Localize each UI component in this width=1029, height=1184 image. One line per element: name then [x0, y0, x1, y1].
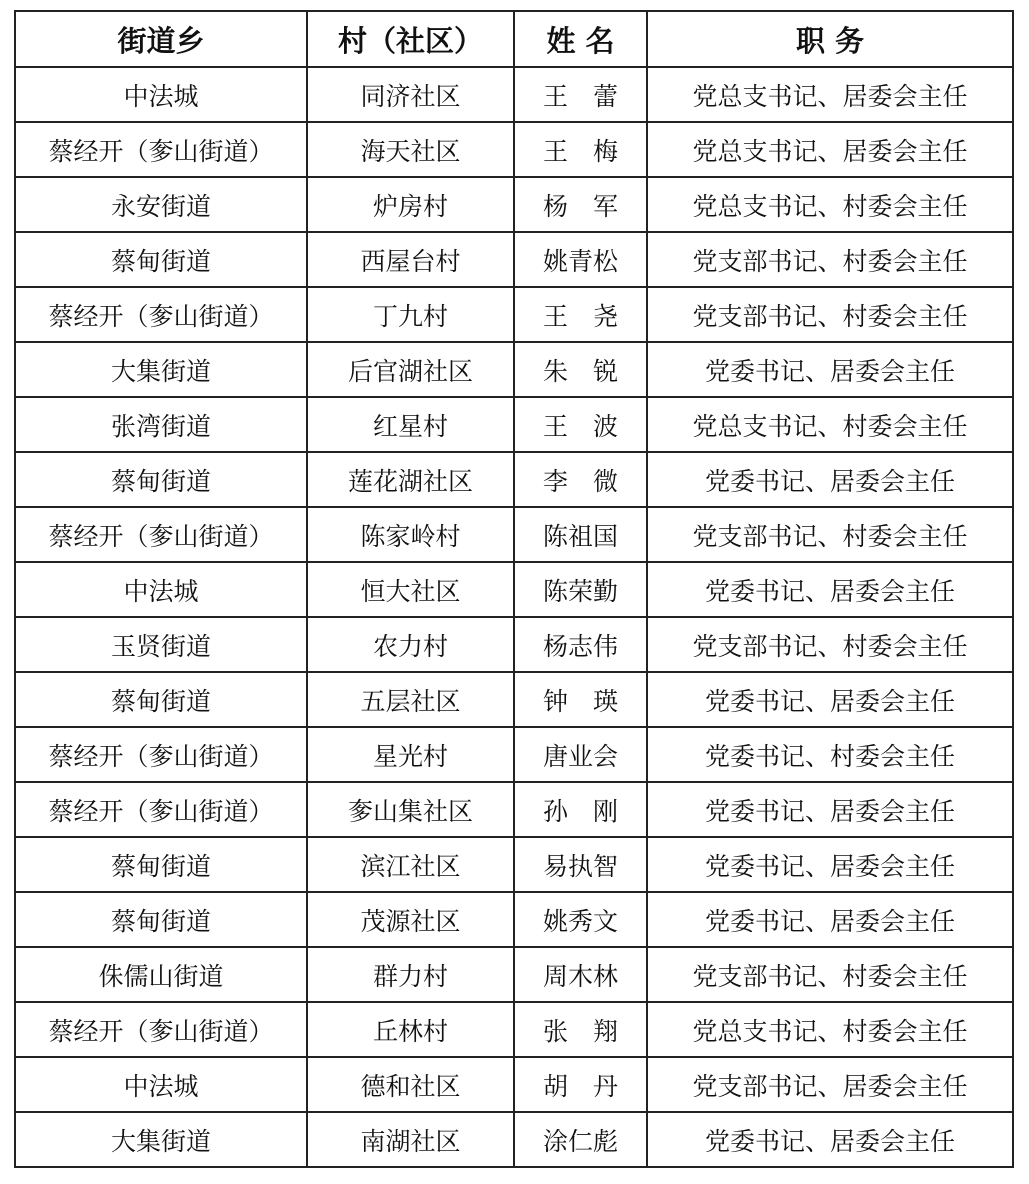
cell-village: 丁九村: [307, 287, 514, 342]
cell-position: 党支部书记、村委会主任: [647, 287, 1013, 342]
roster-sheet: [14, 10, 1012, 1168]
cell-village: 西屋台村: [307, 232, 514, 287]
cell-position: 党委书记、居委会主任: [647, 1112, 1013, 1167]
cell-village: 海天社区: [307, 122, 514, 177]
cell-position: 党总支书记、居委会主任: [647, 122, 1013, 177]
header-row: [15, 11, 1013, 67]
cell-street: 蔡甸街道: [15, 672, 307, 727]
cell-name: 王 波: [514, 397, 647, 452]
table-row: [15, 397, 1013, 452]
cell-name: 杨 军: [514, 177, 647, 232]
cell-village: 陈家岭村: [307, 507, 514, 562]
cell-village: 莲花湖社区: [307, 452, 514, 507]
cell-street: 大集街道: [15, 1112, 307, 1167]
cell-street: 蔡甸街道: [15, 837, 307, 892]
cell-position: 党委书记、居委会主任: [647, 562, 1013, 617]
cell-name: 胡 丹: [514, 1057, 647, 1112]
cell-street: 蔡甸街道: [15, 892, 307, 947]
table-row: [15, 672, 1013, 727]
table-row: [15, 727, 1013, 782]
cell-position: 党总支书记、村委会主任: [647, 1002, 1013, 1057]
cell-position: 党支部书记、村委会主任: [647, 232, 1013, 287]
cell-name: 李 微: [514, 452, 647, 507]
table-row: [15, 892, 1013, 947]
cell-name: 王 尧: [514, 287, 647, 342]
cell-street: 蔡经开（奓山街道）: [15, 287, 307, 342]
cell-village: 南湖社区: [307, 1112, 514, 1167]
cell-village: 丘林村: [307, 1002, 514, 1057]
cell-name: 姚秀文: [514, 892, 647, 947]
cell-name: 孙 刚: [514, 782, 647, 837]
cell-street: 蔡甸街道: [15, 452, 307, 507]
cell-position: 党委书记、居委会主任: [647, 672, 1013, 727]
cell-street: 蔡经开（奓山街道）: [15, 1002, 307, 1057]
cell-street: 蔡经开（奓山街道）: [15, 782, 307, 837]
table-row: [15, 122, 1013, 177]
cell-name: 唐业会: [514, 727, 647, 782]
cell-village: 群力村: [307, 947, 514, 1002]
cell-name: 陈荣勤: [514, 562, 647, 617]
cell-position: 党委书记、居委会主任: [647, 782, 1013, 837]
cell-position: 党委书记、居委会主任: [647, 892, 1013, 947]
cell-name: 周木林: [514, 947, 647, 1002]
header-position: 职 务: [647, 11, 1013, 67]
cell-name: 张 翔: [514, 1002, 647, 1057]
cell-village: 德和社区: [307, 1057, 514, 1112]
cell-name: 涂仁彪: [514, 1112, 647, 1167]
cell-street: 蔡经开（奓山街道）: [15, 507, 307, 562]
table-row: [15, 782, 1013, 837]
table-row: [15, 1002, 1013, 1057]
cell-street: 侏儒山街道: [15, 947, 307, 1002]
cell-street: 中法城: [15, 1057, 307, 1112]
cell-street: 蔡经开（奓山街道）: [15, 727, 307, 782]
table-row: [15, 452, 1013, 507]
cell-position: 党支部书记、村委会主任: [647, 507, 1013, 562]
cell-position: 党委书记、居委会主任: [647, 452, 1013, 507]
cell-village: 红星村: [307, 397, 514, 452]
cell-name: 易执智: [514, 837, 647, 892]
cell-village: 同济社区: [307, 67, 514, 122]
cell-position: 党支部书记、村委会主任: [647, 617, 1013, 672]
cell-name: 朱 锐: [514, 342, 647, 397]
header-name: 姓 名: [514, 11, 647, 67]
cell-street: 中法城: [15, 67, 307, 122]
table-row: [15, 562, 1013, 617]
cell-village: 农力村: [307, 617, 514, 672]
cell-name: 王 梅: [514, 122, 647, 177]
cell-position: 党委书记、居委会主任: [647, 342, 1013, 397]
cell-street: 中法城: [15, 562, 307, 617]
table-row: [15, 67, 1013, 122]
table-row: [15, 1057, 1013, 1112]
cell-village: 五层社区: [307, 672, 514, 727]
cell-name: 姚青松: [514, 232, 647, 287]
cell-village: 后官湖社区: [307, 342, 514, 397]
cell-name: 杨志伟: [514, 617, 647, 672]
cell-name: 王 蕾: [514, 67, 647, 122]
cell-village: 星光村: [307, 727, 514, 782]
cell-street: 蔡甸街道: [15, 232, 307, 287]
cell-position: 党总支书记、村委会主任: [647, 397, 1013, 452]
cell-village: 茂源社区: [307, 892, 514, 947]
cell-position: 党支部书记、村委会主任: [647, 947, 1013, 1002]
cell-street: 玉贤街道: [15, 617, 307, 672]
header-street: 街道乡: [15, 11, 307, 67]
cell-village: 滨江社区: [307, 837, 514, 892]
table-row: [15, 617, 1013, 672]
table-row: [15, 1112, 1013, 1167]
cell-position: 党总支书记、村委会主任: [647, 177, 1013, 232]
cell-name: 陈祖国: [514, 507, 647, 562]
cell-village: 炉房村: [307, 177, 514, 232]
cell-name: 钟 瑛: [514, 672, 647, 727]
table-row: [15, 177, 1013, 232]
table-body: [15, 67, 1013, 1167]
table-header: [15, 11, 1013, 67]
table-row: [15, 837, 1013, 892]
table-row: [15, 947, 1013, 1002]
cell-position: 党委书记、村委会主任: [647, 727, 1013, 782]
roster-table: [14, 10, 1014, 1168]
table-row: [15, 342, 1013, 397]
cell-street: 蔡经开（奓山街道）: [15, 122, 307, 177]
header-village: 村（社区）: [307, 11, 514, 67]
cell-street: 永安街道: [15, 177, 307, 232]
cell-street: 张湾街道: [15, 397, 307, 452]
cell-position: 党委书记、居委会主任: [647, 837, 1013, 892]
cell-village: 恒大社区: [307, 562, 514, 617]
cell-position: 党总支书记、居委会主任: [647, 67, 1013, 122]
table-row: [15, 287, 1013, 342]
cell-village: 奓山集社区: [307, 782, 514, 837]
table-row: [15, 232, 1013, 287]
cell-street: 大集街道: [15, 342, 307, 397]
cell-position: 党支部书记、居委会主任: [647, 1057, 1013, 1112]
table-row: [15, 507, 1013, 562]
